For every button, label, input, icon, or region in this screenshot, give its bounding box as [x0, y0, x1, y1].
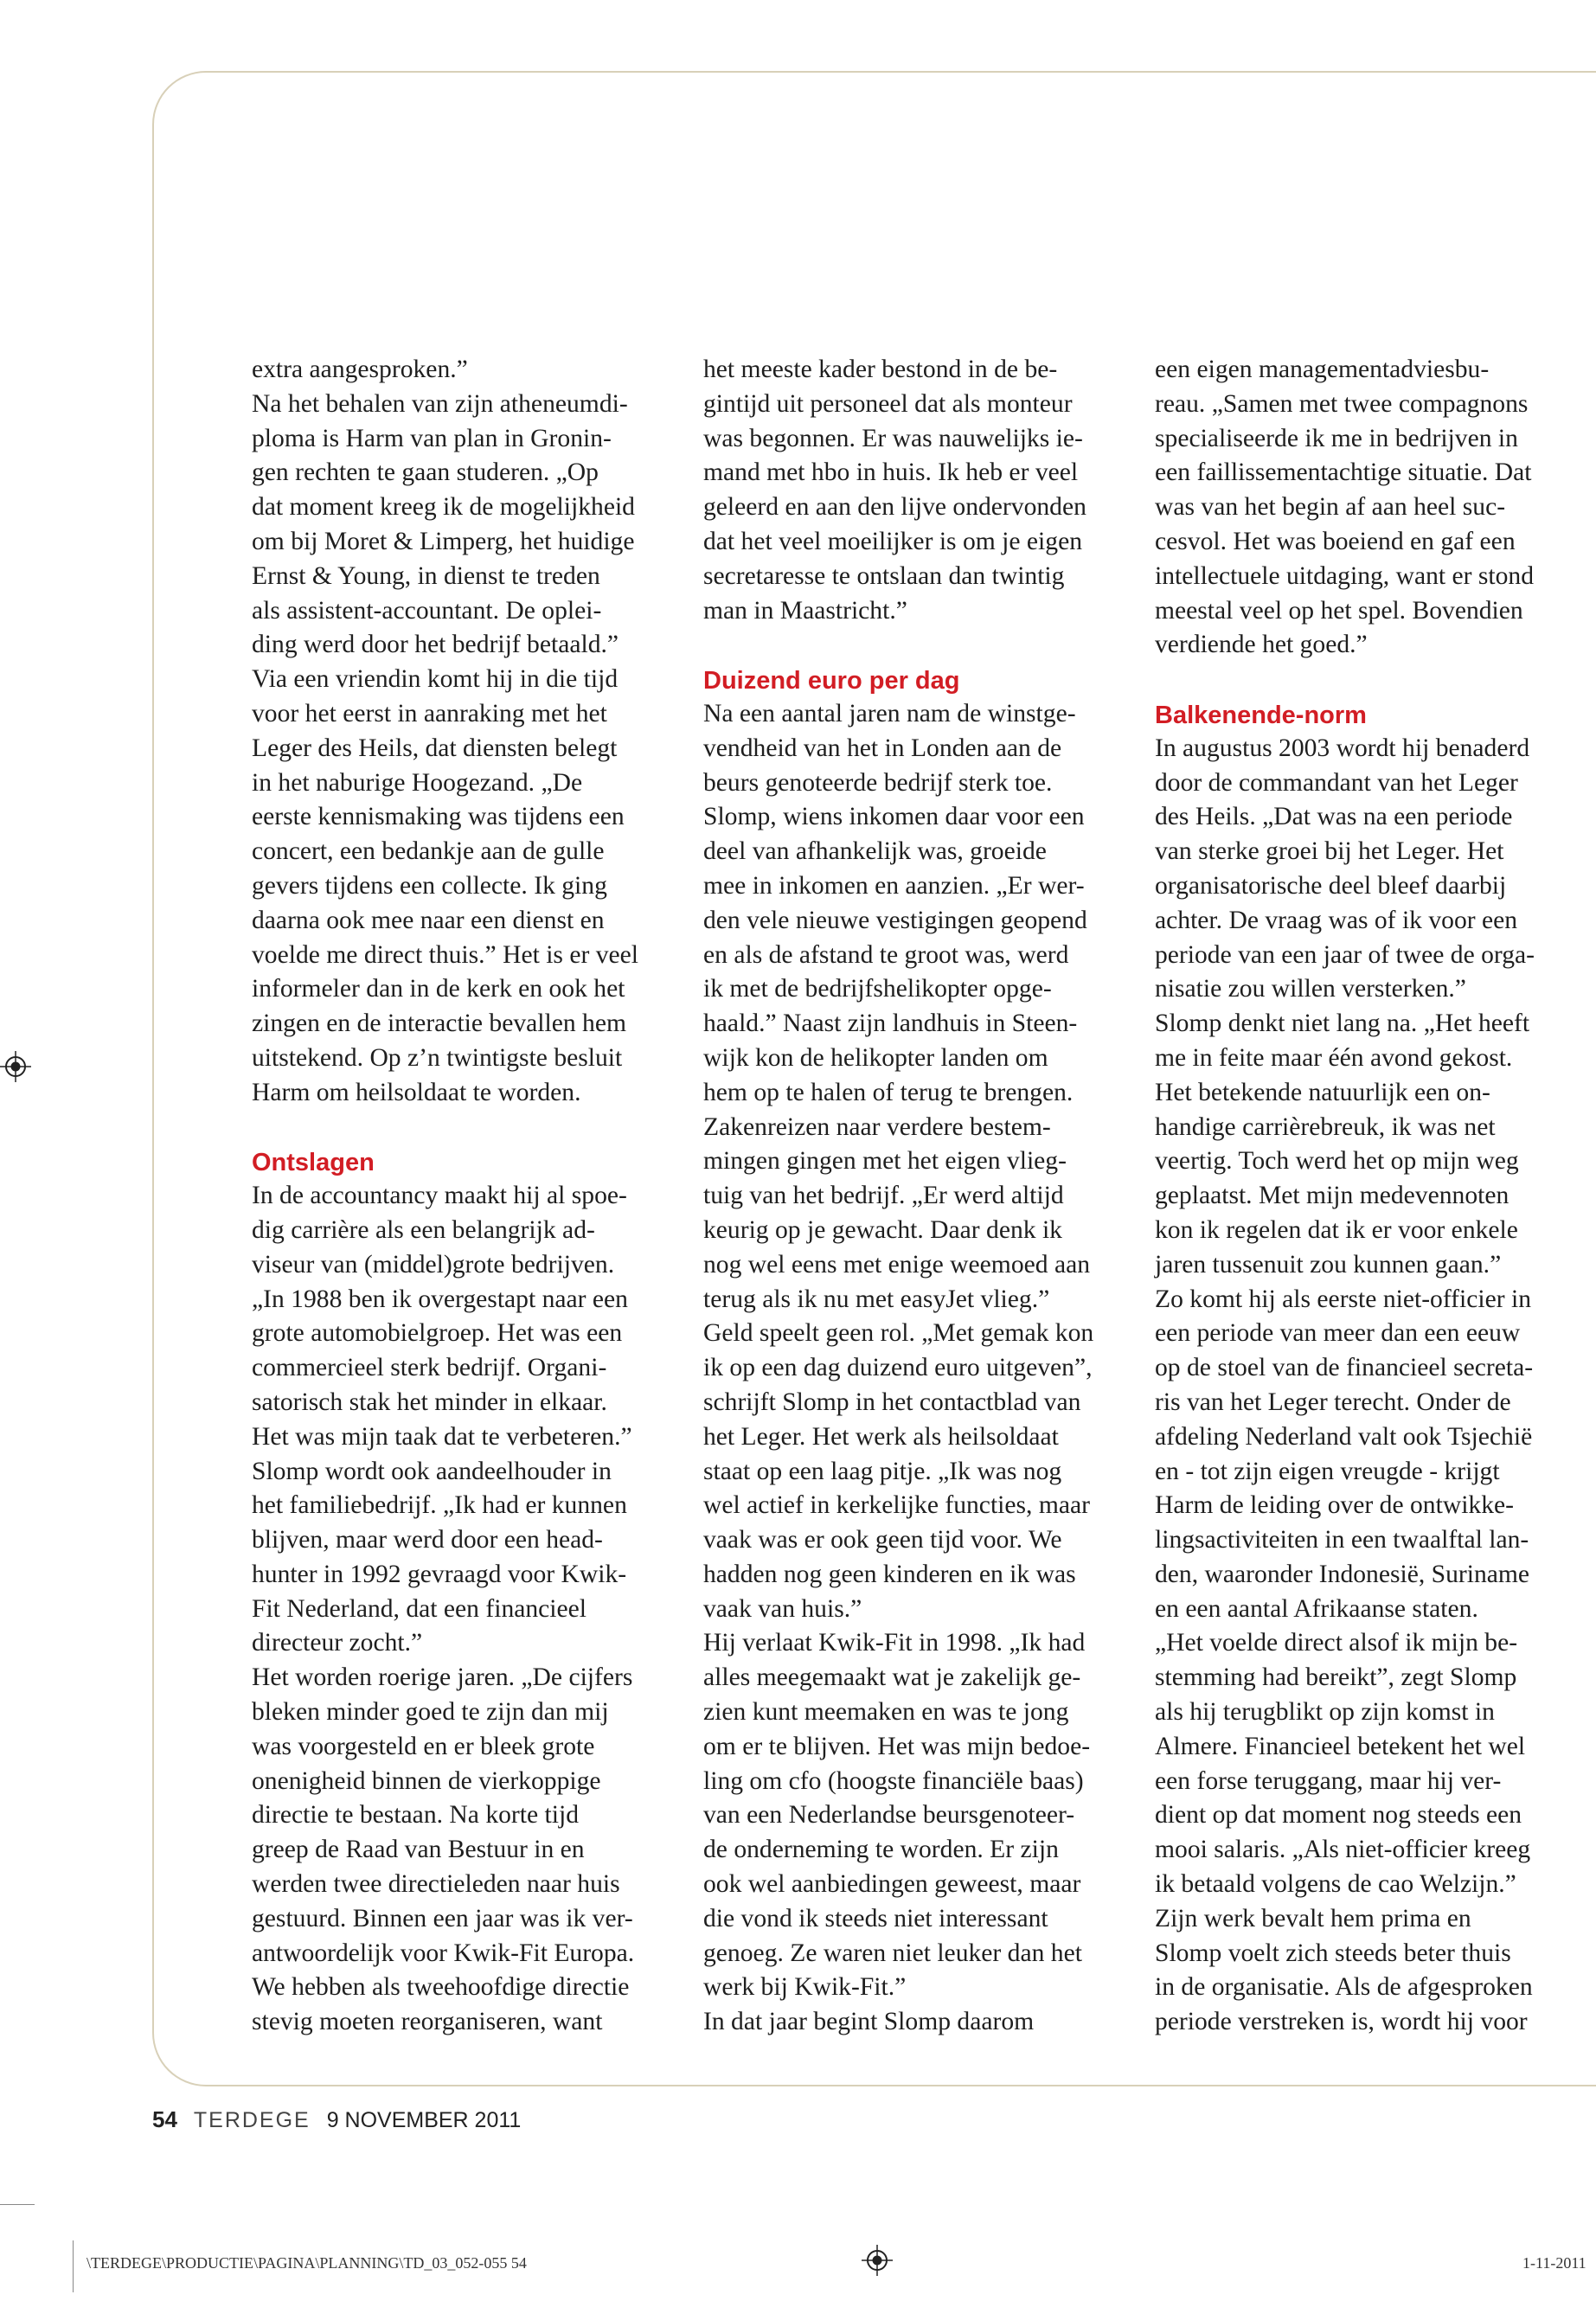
text-line: werk bij Kwik-Fit.”: [703, 1973, 907, 2002]
article-column-3: [1155, 353, 1535, 2040]
crop-mark-vertical: [73, 2240, 74, 2292]
text-line: schrijft Slomp in het contactblad van: [703, 1388, 1081, 1416]
text-line: gevers tijdens een collecte. Ik ging: [252, 871, 607, 900]
text-line: den vele nieuwe vestigingen geopend: [703, 906, 1087, 934]
text-line: in de organisatie. Als de afgesproken: [1155, 1973, 1533, 2002]
text-line: hem op te halen of terug te brengen.: [703, 1078, 1074, 1106]
text-line: om er te blijven. Het was mijn bedoe-: [703, 1732, 1091, 1760]
text-line: intellectuele uitdaging, want er stond: [1155, 561, 1535, 590]
text-line: mooi salaris. „Als niet-officier kreeg: [1155, 1836, 1531, 1864]
text-line: lingsactiviteiten in een twaalftal lan-: [1155, 1526, 1529, 1554]
text-line: Harm de leiding over de ontwikke-: [1155, 1491, 1515, 1520]
text-line: extra aangesproken.”: [252, 356, 468, 383]
section-heading: Balkenende-norm: [1155, 701, 1367, 729]
text-line: deel van afhankelijk was, groeide: [703, 837, 1047, 866]
text-line: „Het voelde direct alsof ik mijn be-: [1155, 1629, 1518, 1657]
text-line: „In 1988 ben ik overgestapt naar een: [252, 1285, 628, 1313]
text-line: Het worden roerige jaren. „De cijfers: [252, 1663, 633, 1692]
text-line: en - tot zijn eigen vreugde - krijgt: [1155, 1457, 1500, 1485]
text-line: gestuurd. Binnen een jaar was ik ver-: [252, 1904, 633, 1932]
text-line: We hebben als tweehoofdige directie: [252, 1973, 630, 2002]
text-line: wijk kon de helikopter landen om: [703, 1043, 1048, 1072]
text-line: een eigen managementadviesbu-: [1155, 356, 1490, 383]
text-line: en als de afstand te groot was, werd: [703, 940, 1069, 969]
text-line: ris van het Leger terecht. Onder de: [1155, 1388, 1511, 1416]
text-line: Zo komt hij als eerste niet-officier in: [1155, 1285, 1532, 1313]
paragraph-spacer: [1155, 663, 1535, 697]
text-line: vaak was er ook geen tijd voor. We: [703, 1526, 1062, 1554]
text-line: grote automobielgroep. Het was een: [252, 1319, 623, 1348]
text-line: organisatorische deel bleef daarbij: [1155, 871, 1507, 900]
text-line: concert, een bedankje aan de gulle: [252, 837, 605, 866]
text-line: mingen gingen met het eigen vlieg-: [703, 1147, 1067, 1176]
text-line: een faillissementachtige situatie. Dat: [1155, 458, 1532, 487]
text-line: het meeste kader bestond in de be-: [703, 356, 1058, 383]
text-line: periode van een jaar of twee de orga-: [1155, 940, 1535, 969]
text-line: Na het behalen van zijn atheneumdi-: [252, 389, 628, 418]
text-line: het familiebedrijf. „Ik had er kunnen: [252, 1491, 627, 1520]
registration-mark-icon: [0, 1051, 31, 1082]
text-line: directeur zocht.”: [252, 1629, 423, 1657]
text-line: Slomp voelt zich steeds beter thuis: [1155, 1939, 1511, 1967]
section-heading: Ontslagen: [252, 1149, 375, 1177]
text-line: onenigheid binnen de vierkoppige: [252, 1766, 601, 1795]
text-line: Geld speelt geen rol. „Met gemak kon: [703, 1319, 1094, 1348]
text-line: geleerd en aan den lijve ondervonden: [703, 493, 1086, 522]
text-line: was van het begin af aan heel suc-: [1155, 493, 1506, 522]
text-line: een forse teruggang, maar hij ver-: [1155, 1766, 1502, 1795]
text-line: werden twee directieleden naar huis: [252, 1870, 620, 1899]
text-line: specialiseerde ik me in bedrijven in: [1155, 424, 1518, 452]
text-line: het Leger. Het werk als heilsoldaat: [703, 1422, 1059, 1451]
text-line: Zakenreizen naar verdere bestem-: [703, 1112, 1051, 1141]
issue-date: 9 NOVEMBER 2011: [326, 2108, 522, 2132]
text-line: in het naburige Hoogezand. „De: [252, 768, 583, 797]
text-line: als hij terugblikt op zijn komst in: [1155, 1698, 1495, 1727]
text-line: man in Maastricht.”: [703, 596, 907, 625]
text-line: nog wel eens met enige weemoed aan: [703, 1250, 1091, 1279]
slug-date: 1-11-2011: [1522, 2254, 1586, 2272]
text-line: secretaresse te ontslaan dan twintig: [703, 561, 1065, 590]
text-line: me in feite maar één avond gekost.: [1155, 1043, 1513, 1072]
text-line: dat het veel moeilijker is om je eigen: [703, 527, 1083, 555]
magazine-name: TERDEGE: [193, 2108, 311, 2132]
text-line: was voorgesteld en er bleek grote: [252, 1732, 595, 1760]
text-line: stevig moeten reorganiseren, want: [252, 2008, 603, 2036]
text-line: mand met hbo in huis. Ik heb er veel: [703, 458, 1079, 487]
text-line: keurig op je gewacht. Daar denk ik: [703, 1215, 1062, 1244]
text-line: antwoordelijk voor Kwik-Fit Europa.: [252, 1939, 635, 1967]
text-line: ik betaald volgens de cao Welzijn.”: [1155, 1870, 1516, 1899]
section-heading: Duizend euro per dag: [703, 667, 960, 695]
text-line: gintijd uit personeel dat als monteur: [703, 389, 1073, 418]
text-line: des Heils. „Dat was na een periode: [1155, 803, 1513, 831]
text-line: uitstekend. Op z’n twintigste besluit: [252, 1043, 623, 1072]
text-line: voelde me direct thuis.” Het is er veel: [252, 940, 639, 969]
text-line: staat op een laag pitje. „Ik was nog: [703, 1457, 1062, 1485]
text-line: achter. De vraag was of ik voor een: [1155, 906, 1518, 934]
text-line: commercieel sterk bedrijf. Organi-: [252, 1354, 607, 1382]
text-line: blijven, maar werd door een head-: [252, 1526, 603, 1554]
text-line: zingen en de interactie bevallen hem: [252, 1009, 627, 1038]
text-line: dient op dat moment nog steeds een: [1155, 1801, 1522, 1830]
text-line: Slomp denkt niet lang na. „Het heeft: [1155, 1009, 1530, 1038]
text-line: In dat jaar begint Slomp daarom: [703, 2008, 1035, 2036]
text-line: door de commandant van het Leger: [1155, 768, 1518, 797]
text-line: van sterke groei bij het Leger. Het: [1155, 837, 1504, 866]
text-line: van een Nederlandse beursgenoteer-: [703, 1801, 1075, 1830]
text-line: veertig. Toch werd het op mijn weg: [1155, 1147, 1519, 1176]
text-line: Fit Nederland, dat een financieel: [252, 1594, 587, 1623]
text-line: ook wel aanbiedingen geweest, maar: [703, 1870, 1081, 1899]
text-line: om bij Moret & Limperg, het huidige: [252, 527, 635, 555]
text-line: informeler dan in de kerk en ook het: [252, 975, 625, 1003]
text-line: Leger des Heils, dat diensten belegt: [252, 734, 618, 762]
text-line: vaak van huis.”: [703, 1594, 862, 1623]
text-line: vendheid van het in Londen aan de: [703, 734, 1062, 762]
text-line: reau. „Samen met twee compagnons: [1155, 389, 1529, 418]
text-line: periode verstreken is, wordt hij voor: [1155, 2008, 1528, 2036]
text-line: bleken minder goed te zijn dan mij: [252, 1698, 609, 1727]
text-line: den, waaronder Indonesië, Suriname: [1155, 1560, 1530, 1588]
paragraph-spacer: [252, 1111, 638, 1145]
text-line: wel actief in kerkelijke functies, maar: [703, 1491, 1090, 1520]
text-line: cesvol. Het was boeiend en gaf een: [1155, 527, 1516, 555]
text-line: Zijn werk bevalt hem prima en: [1155, 1904, 1471, 1932]
text-line: was begonnen. Er was nauwelijks ie-: [703, 424, 1083, 452]
text-line: alles meegemaakt wat je zakelijk ge-: [703, 1663, 1081, 1692]
text-line: en een aantal Afrikaanse staten.: [1155, 1594, 1478, 1623]
text-line: zien kunt meemaken en was te jong: [703, 1698, 1069, 1727]
text-line: beurs genoteerde bedrijf sterk toe.: [703, 768, 1053, 797]
text-line: Slomp wordt ook aandeelhouder in: [252, 1457, 612, 1485]
text-line: haald.” Naast zijn landhuis in Steen-: [703, 1009, 1078, 1038]
text-line: In augustus 2003 wordt hij benaderd: [1155, 734, 1530, 762]
text-line: genoeg. Ze waren niet leuker dan het: [703, 1939, 1082, 1967]
text-line: gen rechten te gaan studeren. „Op: [252, 458, 599, 487]
article-column-2: [703, 353, 1093, 2040]
text-line: mee in inkomen en aanzien. „Er wer-: [703, 871, 1085, 900]
text-line: Hij verlaat Kwik-Fit in 1998. „Ik had: [703, 1629, 1086, 1657]
text-line: greep de Raad van Bestuur in en: [252, 1836, 585, 1864]
text-line: hadden nog geen kinderen en ik was: [703, 1560, 1076, 1588]
page-number: 54: [152, 2106, 177, 2132]
text-line: Harm om heilsoldaat te worden.: [252, 1078, 581, 1106]
text-line: hunter in 1992 gevraagd voor Kwik-: [252, 1560, 627, 1588]
text-line: ding werd door het bedrijf betaald.”: [252, 631, 619, 659]
text-line: terug als ik nu met easyJet vlieg.”: [703, 1285, 1050, 1313]
slug-file-path: \TERDEGE\PRODUCTIE\PAGINA\PLANNING\TD_03_052-055 54: [87, 2254, 527, 2272]
text-line: Na een aantal jaren nam de winstge-: [703, 699, 1076, 727]
page-folio: [152, 2106, 521, 2133]
text-line: kon ik regelen dat ik er voor enkele: [1155, 1215, 1518, 1244]
text-line: handige carrièrebreuk, ik was net: [1155, 1112, 1496, 1141]
text-line: Slomp, wiens inkomen daar voor een: [703, 803, 1085, 831]
text-line: jaren tussenuit zou kunnen gaan.”: [1155, 1250, 1502, 1279]
crop-mark-horizontal: [0, 2204, 35, 2205]
text-line: Het betekende natuurlijk een on-: [1155, 1078, 1490, 1106]
text-line: de onderneming te worden. Er zijn: [703, 1836, 1059, 1864]
text-line: ik met de bedrijfshelikopter opge-: [703, 975, 1052, 1003]
text-line: dat moment kreeg ik de mogelijkheid: [252, 493, 635, 522]
text-line: Almere. Financieel betekent het wel: [1155, 1732, 1526, 1760]
text-line: tuig van het bedrijf. „Er werd altijd: [703, 1182, 1064, 1210]
article-column-1: [252, 353, 638, 2040]
text-line: geplaatst. Met mijn medevennoten: [1155, 1182, 1509, 1210]
text-line: satorisch stak het minder in elkaar.: [252, 1388, 607, 1416]
text-line: ploma is Harm van plan in Gronin-: [252, 424, 612, 452]
text-line: als assistent-accountant. De oplei-: [252, 596, 602, 625]
text-line: Het was mijn taak dat te verbeteren.”: [252, 1422, 632, 1451]
text-line: eerste kennismaking was tijdens een: [252, 803, 625, 831]
text-line: Ernst & Young, in dienst te treden: [252, 561, 600, 590]
text-line: ling om cfo (hoogste financiële baas): [703, 1766, 1084, 1795]
text-line: In de accountancy maakt hij al spoe-: [252, 1182, 627, 1210]
text-line: een periode van meer dan een eeuw: [1155, 1319, 1521, 1348]
text-line: Via een vriendin komt hij in die tijd: [252, 665, 619, 694]
text-line: daarna ook mee naar een dienst en: [252, 906, 605, 934]
registration-mark-icon: [862, 2245, 893, 2276]
text-line: viseur van (middel)grote bedrijven.: [252, 1250, 615, 1279]
text-line: stemming had bereikt”, zegt Slomp: [1155, 1663, 1517, 1692]
text-line: ik op een dag duizend euro uitgeven”,: [703, 1354, 1093, 1382]
text-line: directie te bestaan. Na korte tijd: [252, 1801, 579, 1830]
text-line: verdiende het goed.”: [1155, 631, 1368, 659]
text-line: meestal veel op het spel. Bovendien: [1155, 596, 1523, 625]
text-line: die vond ik steeds niet interessant: [703, 1904, 1048, 1932]
text-line: voor het eerst in aanraking met het: [252, 699, 607, 727]
text-line: op de stoel van de financieel secreta-: [1155, 1354, 1534, 1382]
paragraph-spacer: [703, 628, 1093, 663]
text-line: nisatie zou willen versterken.”: [1155, 975, 1466, 1003]
text-line: afdeling Nederland valt ook Tsjechië: [1155, 1422, 1533, 1451]
text-line: dig carrière als een belangrijk ad-: [252, 1215, 595, 1244]
